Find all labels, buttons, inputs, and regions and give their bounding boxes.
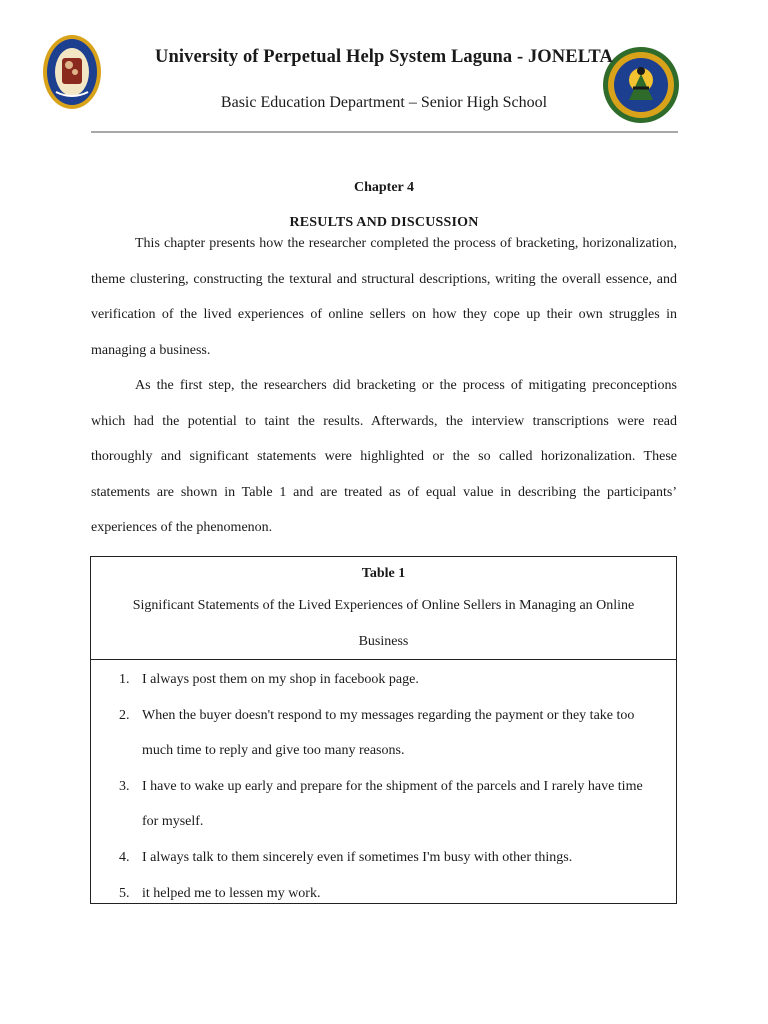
institution-title: University of Perpetual Help System Laguna - JONELTA <box>155 47 613 67</box>
item-number: 3. <box>119 778 130 794</box>
statements-list <box>91 660 676 911</box>
item-text: it helped me to lessen my work. <box>142 885 321 901</box>
item-text: When the buyer doesn't respond to my messages regarding the payment or they take too much time to reply and give too many reasons. <box>142 707 635 759</box>
table-header <box>91 557 676 660</box>
header-divider <box>91 131 678 133</box>
list-item <box>91 769 676 840</box>
chapter-heading: Chapter 4 <box>353 180 415 195</box>
list-item <box>91 698 676 769</box>
department-subtitle: Basic Education Department – Senior High School <box>220 94 548 111</box>
item-number: 4. <box>119 849 130 865</box>
item-text: I always post them on my shop in facebook page. <box>142 672 419 687</box>
item-number: 1. <box>119 672 130 687</box>
statements-table <box>90 556 677 904</box>
body-paragraph: As the first step, the researchers did bracketing or the process of mitigating preconceptions which had the potential to taint the results. Afterwards, the interview transcriptions were read thoroughly and significant statements were highlighted or the so called horizonalization. These statements are shown in Table 1 and are treated as of equal value in describing the participants’ experiences of the phenomenon. <box>91 378 677 536</box>
item-text: I have to wake up early and prepare for the shipment of the parcels and I rarely have time for myself. <box>142 778 643 830</box>
list-item <box>91 840 676 876</box>
table-caption: Significant Statements of the Lived Experiences of Online Sellers in Managing an Online Business <box>132 598 635 649</box>
table-label: Table 1 <box>361 566 406 581</box>
item-number: 5. <box>119 885 130 901</box>
item-text: I always talk to them sincerely even if sometimes I'm busy with other things. <box>142 849 573 865</box>
body-paragraph: This chapter presents how the researcher completed the process of bracketing, horizonalization, theme clustering, constructing the textural and structural descriptions, writing the overall essence, and verification of the lived experiences of online sellers on how they cope up their own struggles in managing a business. <box>91 236 677 358</box>
list-item <box>91 662 676 698</box>
item-number: 2. <box>119 707 130 723</box>
list-item <box>91 876 676 912</box>
section-title: RESULTS AND DISCUSSION <box>289 215 479 230</box>
